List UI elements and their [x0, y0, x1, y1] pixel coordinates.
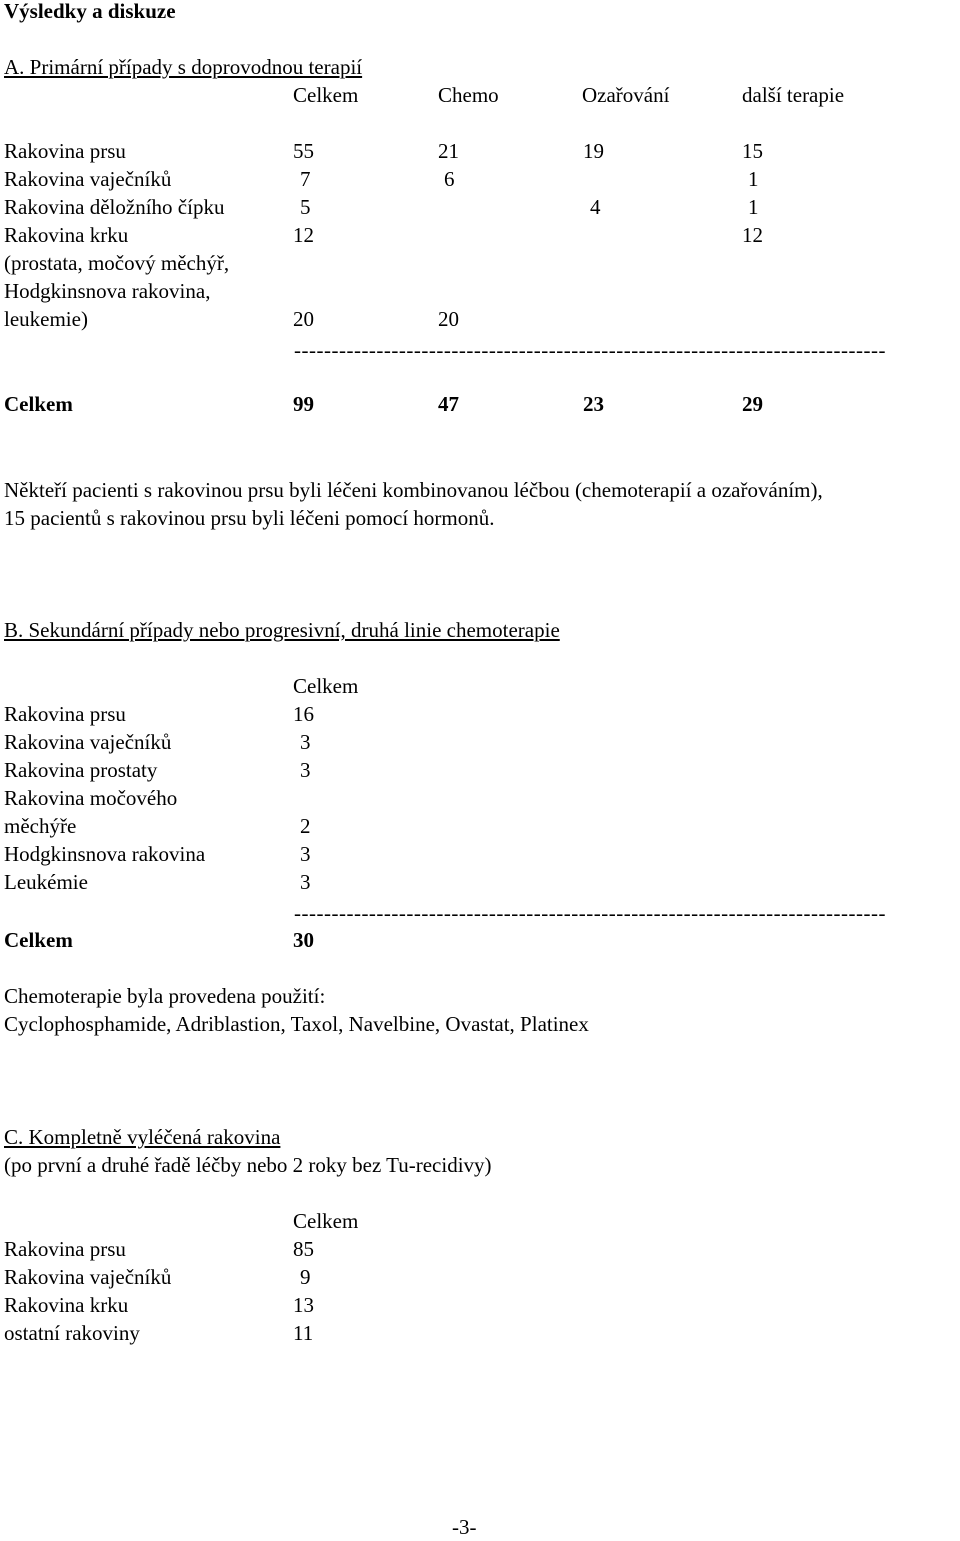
column-header-ozarovani: Ozařování: [582, 83, 670, 107]
section-c-title: C. Kompletně vyléčená rakovina: [4, 1125, 281, 1149]
list-item-label: Rakovina prostaty: [4, 758, 158, 782]
table-separator: -------------------------------------------------------------------------------: [294, 901, 886, 925]
table-row-label: Rakovina vaječníků: [4, 167, 172, 191]
table-cell-dalsi: 1: [748, 167, 759, 191]
total-value: 30: [293, 928, 314, 952]
table-row-label: Rakovina děložního čípku: [4, 195, 225, 219]
total-celkem: 99: [293, 392, 314, 416]
column-header-chemo: Chemo: [438, 83, 499, 107]
total-label: Celkem: [4, 928, 73, 952]
list-item-label: měchýře: [4, 814, 77, 838]
list-item-label: Rakovina prsu: [4, 702, 126, 726]
list-item-label: Rakovina vaječníků: [4, 730, 172, 754]
list-item-value: 3: [300, 758, 311, 782]
page-number: -3-: [452, 1515, 477, 1539]
table-cell-chemo: 6: [444, 167, 455, 191]
section-c-subtitle: (po první a druhé řadě léčby nebo 2 roky bez Tu-recidivy): [4, 1153, 492, 1177]
section-a-title: A. Primární případy s doprovodnou terapií: [4, 55, 363, 79]
table-cell-dalsi: 12: [742, 223, 763, 247]
note-line: Někteří pacienti s rakovinou prsu byli léčeni kombinovanou léčbou (chemoterapií a ozařováním),: [4, 478, 823, 502]
list-item-value: 2: [300, 814, 311, 838]
total-label: Celkem: [4, 392, 73, 416]
column-header-celkem: Celkem: [293, 83, 359, 107]
list-item-value: 11: [293, 1321, 314, 1345]
total-chemo: 47: [438, 392, 459, 416]
column-header-celkem: Celkem: [293, 674, 359, 698]
table-row-label-line: (prostata, močový měchýř,: [4, 251, 230, 275]
list-item-label: Rakovina prsu: [4, 1237, 126, 1261]
list-item-value: 16: [293, 702, 314, 726]
table-cell-celkem: 7: [300, 167, 311, 191]
table-cell-dalsi: 1: [748, 195, 759, 219]
list-item-label: Rakovina močového: [4, 786, 178, 810]
total-dalsi: 29: [742, 392, 763, 416]
list-item-value: 85: [293, 1237, 314, 1261]
note-line: 15 pacientů s rakovinou prsu byli léčeni pomocí hormonů.: [4, 506, 495, 530]
list-item-value: 13: [293, 1293, 314, 1317]
list-item-value: 3: [300, 730, 311, 754]
list-item-value: 3: [300, 842, 311, 866]
column-header-dalsi-terapie: další terapie: [742, 83, 845, 107]
table-cell-ozarovani: 4: [590, 195, 601, 219]
table-separator: -------------------------------------------------------------------------------: [294, 338, 886, 362]
list-item-label: ostatní rakoviny: [4, 1321, 140, 1345]
table-cell-chemo: 21: [438, 139, 459, 163]
list-item-label: Rakovina vaječníků: [4, 1265, 172, 1289]
table-cell-celkem: 5: [300, 195, 311, 219]
table-cell-celkem: 55: [293, 139, 314, 163]
table-cell-chemo: 20: [438, 307, 459, 331]
table-cell-celkem: 12: [293, 223, 314, 247]
table-cell-dalsi: 15: [742, 139, 763, 163]
page-heading: Výsledky a diskuze: [4, 0, 176, 23]
list-item-value: 3: [300, 870, 311, 894]
total-ozarovani: 23: [583, 392, 604, 416]
list-item-label: Leukémie: [4, 870, 88, 894]
table-row-label-line: leukemie): [4, 307, 88, 331]
table-cell-ozarovani: 19: [583, 139, 604, 163]
chemo-list: Cyclophosphamide, Adriblastion, Taxol, Navelbine, Ovastat, Platinex: [4, 1012, 589, 1036]
list-item-label: Hodgkinsnova rakovina: [4, 842, 206, 866]
column-header-celkem: Celkem: [293, 1209, 359, 1233]
table-row-label: Rakovina prsu: [4, 139, 126, 163]
table-row-label-line: Hodgkinsnova rakovina,: [4, 279, 211, 303]
section-b-title: B. Sekundární případy nebo progresivní, druhá linie chemoterapie: [4, 618, 560, 642]
table-row-label: Rakovina krku: [4, 223, 129, 247]
table-cell-celkem: 20: [293, 307, 314, 331]
list-item-label: Rakovina krku: [4, 1293, 129, 1317]
list-item-value: 9: [300, 1265, 311, 1289]
chemo-intro: Chemoterapie byla provedena použití:: [4, 984, 326, 1008]
